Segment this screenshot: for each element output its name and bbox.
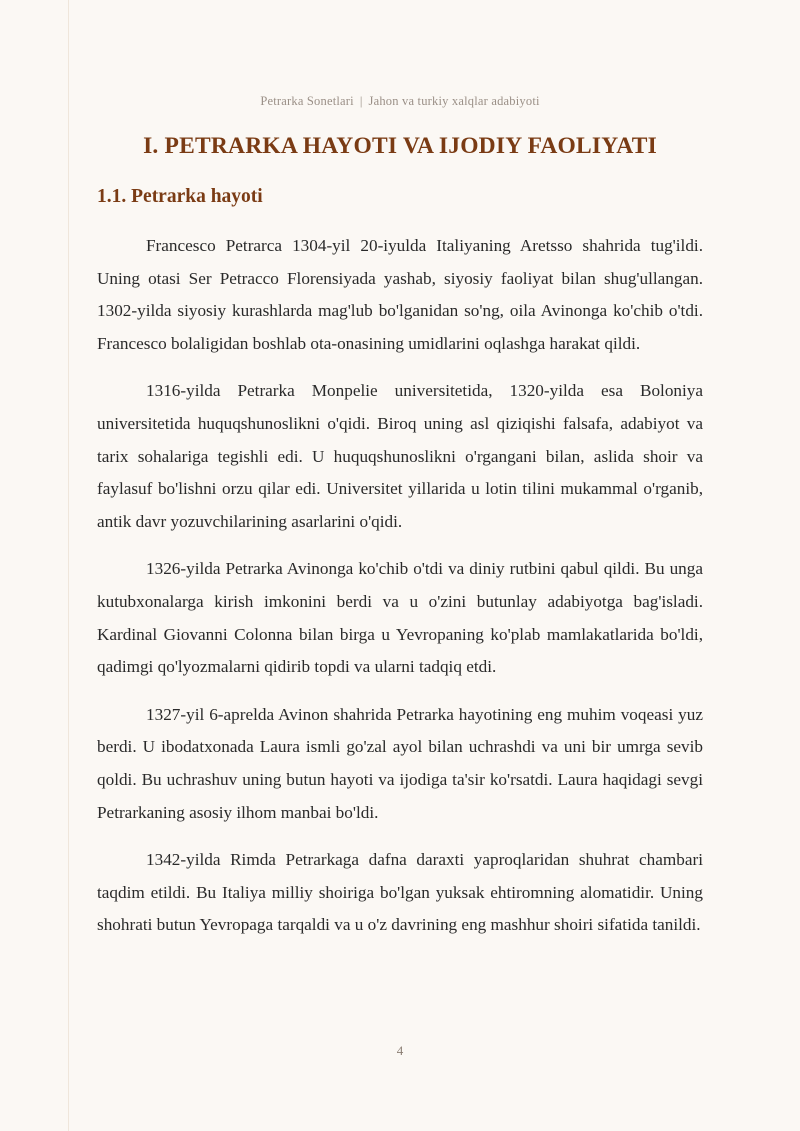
paragraph: Francesco Petrarca 1304-yil 20-iyulda Italiyaning Aretsso shahrida tug'ildi. Uning otasi Ser Petracco Florensiyada yashab, siyosiy faoliyat bilan shug'ullangan. 1302-yilda siyosiy kurashlarda mag'lub bo'lganidan so'ng, oila Avinonga ko'chib o'tdi. Francesco bolaligidan boshlab ota-onasining umidlarini oqlashga harakat qildi. xyxy=(97,236,703,353)
running-header xyxy=(0,94,800,109)
paragraph: 1326-yilda Petrarka Avinonga ko'chib o'tdi va diniy rutbini qabul qildi. Bu unga kutubxonalarga kirish imkonini berdi va u o'zini butunlay adabiyotga bag'isladi. Kardinal Giovanni Colonna bilan birga u Yevropaning ko'plab mamlakatlarida bo'ldi, qadimgi qo'lyozmalarni qidirib topdi va ularni tadqiq etdi. xyxy=(97,559,703,677)
header-subject: Jahon va turkiy xalqlar adabiyoti xyxy=(368,94,540,108)
section-title: 1.1. Petrarka hayoti xyxy=(97,186,263,207)
chapter-title: I. PETRARKA HAYOTI VA IJODIY FAOLIYATI xyxy=(143,133,657,159)
page-number: 4 xyxy=(396,1043,404,1058)
paragraph: 1316-yilda Petrarka Monpelie universitetida, 1320-yilda esa Boloniya universitetida huquqshunoslikni o'qidi. Biroq uning asl qiziqishi falsafa, adabiyot va tarix sohalariga tegishli edi. U huquqshunoslikni o'rgangani bilan, aslida shoir va faylasuf bo'lishni orzu qilar edi. Universitet yillarida u lotin tilini mukammal o'rganib, antik davr yozuvchilarining asarlarini o'qidi. xyxy=(97,381,703,531)
header-separator: | xyxy=(359,94,363,108)
body-text xyxy=(97,230,703,957)
paragraph: 1342-yilda Rimda Petrarkaga dafna daraxti yaproqlaridan shuhrat chambari taqdim etildi. Bu Italiya milliy shoiriga bo'lgan yuksak ehtiromning alomatidir. Uning shohrati butun Yevropaga tarqaldi va u o'z davrining eng mashhur shoiri sifatida tanildi. xyxy=(97,850,703,935)
paragraph: 1327-yil 6-aprelda Avinon shahrida Petrarka hayotining eng muhim voqeasi yuz berdi. U ibodatxonada Laura ismli go'zal ayol bilan uchrashdi va uni bir umrga sevib qoldi. Bu uchrashuv uning butun hayoti va ijodiga ta'sir ko'rsatdi. Laura haqidagi sevgi Petrarkaning asosiy ilhom manbai bo'ldi. xyxy=(97,704,703,822)
header-book-title: Petrarka Sonetlari xyxy=(260,94,354,108)
page-margin-rule xyxy=(68,0,69,1131)
